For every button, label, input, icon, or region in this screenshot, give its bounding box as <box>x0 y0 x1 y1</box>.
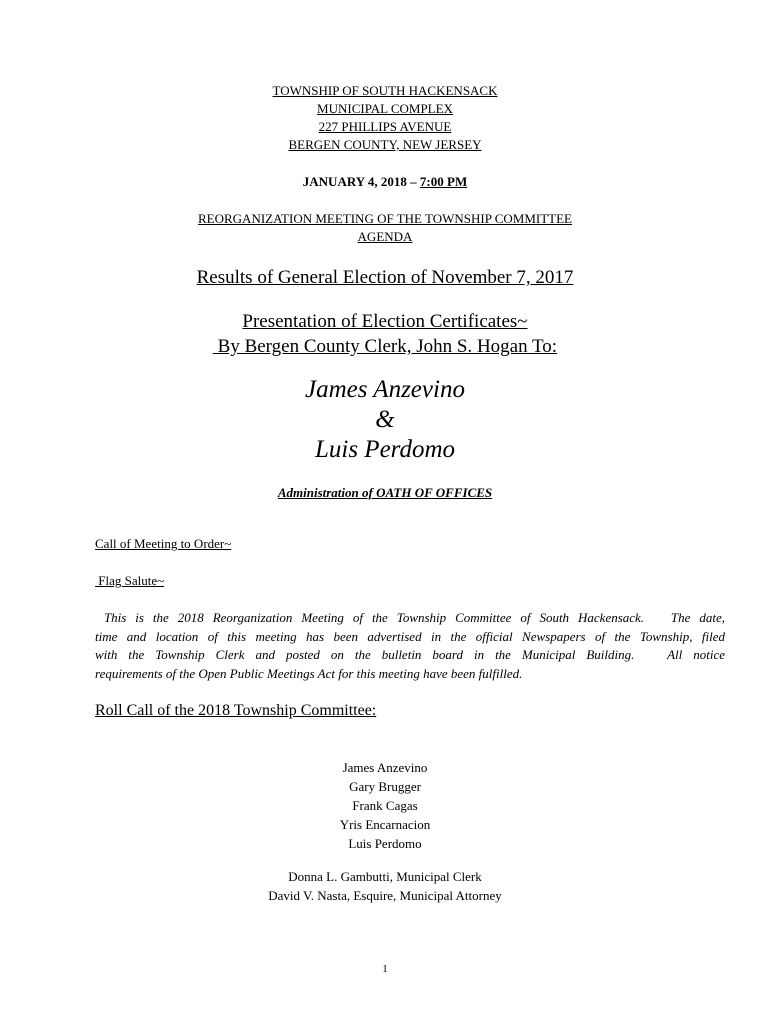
header-line: MUNICIPAL COMPLEX <box>317 101 453 116</box>
elected-name: Luis Perdomo <box>314 436 456 463</box>
officials-list <box>0 867 770 905</box>
committee-member: James Anzevino <box>342 760 428 775</box>
oath-heading <box>0 485 770 501</box>
call-to-order <box>95 536 231 552</box>
meeting-title-line: REORGANIZATION MEETING OF THE TOWNSHIP COMMITTEE <box>198 211 572 226</box>
notice-line: time and location of this meeting has been advertised in the official Newspapers of the Township, filed <box>95 628 725 644</box>
committee-member: Yris Encarnacion <box>339 817 431 832</box>
elected-name: James Anzevino <box>305 376 465 403</box>
header-line: 227 PHILLIPS AVENUE <box>318 119 452 134</box>
notice-line: This is the 2018 Reorganization Meeting of the Township Committee of South Hackensack. The date, <box>95 610 725 625</box>
results-heading <box>0 265 770 290</box>
header-line: TOWNSHIP OF SOUTH HACKENSACK <box>272 83 498 98</box>
results-heading-text: Results of General Election of November 7, 2017 <box>196 267 574 288</box>
oath-text: Administration of OATH OF OFFICES <box>277 485 493 500</box>
committee-member: Frank Cagas <box>352 798 418 813</box>
page-number: 1 <box>382 963 388 975</box>
header-line: BERGEN COUNTY, NEW JERSEY <box>288 137 482 152</box>
official: David V. Nasta, Esquire, Municipal Attorney <box>268 888 502 903</box>
elected-officials <box>0 375 770 465</box>
meeting-date <box>0 174 770 190</box>
agenda-label: AGENDA <box>357 229 413 244</box>
roll-call-heading-text: Roll Call of the 2018 Township Committee: <box>95 702 377 719</box>
meeting-date-text: JANUARY 4, 2018 – <box>302 174 420 189</box>
roll-call-heading <box>95 702 376 720</box>
flag-salute <box>95 573 164 589</box>
committee-member: Gary Brugger <box>349 779 421 794</box>
notice-line: with the Township Clerk and posted on the bulletin board in the Municipal Building. All notice <box>95 647 725 662</box>
notice-paragraph <box>95 609 725 683</box>
call-to-order-text: Call of Meeting to Order~ <box>95 536 232 551</box>
presentation-line: Presentation of Election Certificates~ <box>242 311 528 332</box>
meeting-time: 7:00 PM <box>419 174 468 189</box>
presentation-line: By Bergen County Clerk, John S. Hogan To: <box>212 336 558 357</box>
committee-member-list <box>0 758 770 853</box>
ampersand: & <box>375 406 395 433</box>
presentation-heading <box>0 309 770 359</box>
committee-member: Luis Perdomo <box>348 836 422 851</box>
meeting-title <box>0 210 770 246</box>
flag-salute-text: Flag Salute~ <box>95 573 165 588</box>
document-header <box>0 82 770 154</box>
official: Donna L. Gambutti, Municipal Clerk <box>288 869 482 884</box>
notice-line: requirements of the Open Public Meetings Act for this meeting have been fulfilled. <box>95 665 523 681</box>
